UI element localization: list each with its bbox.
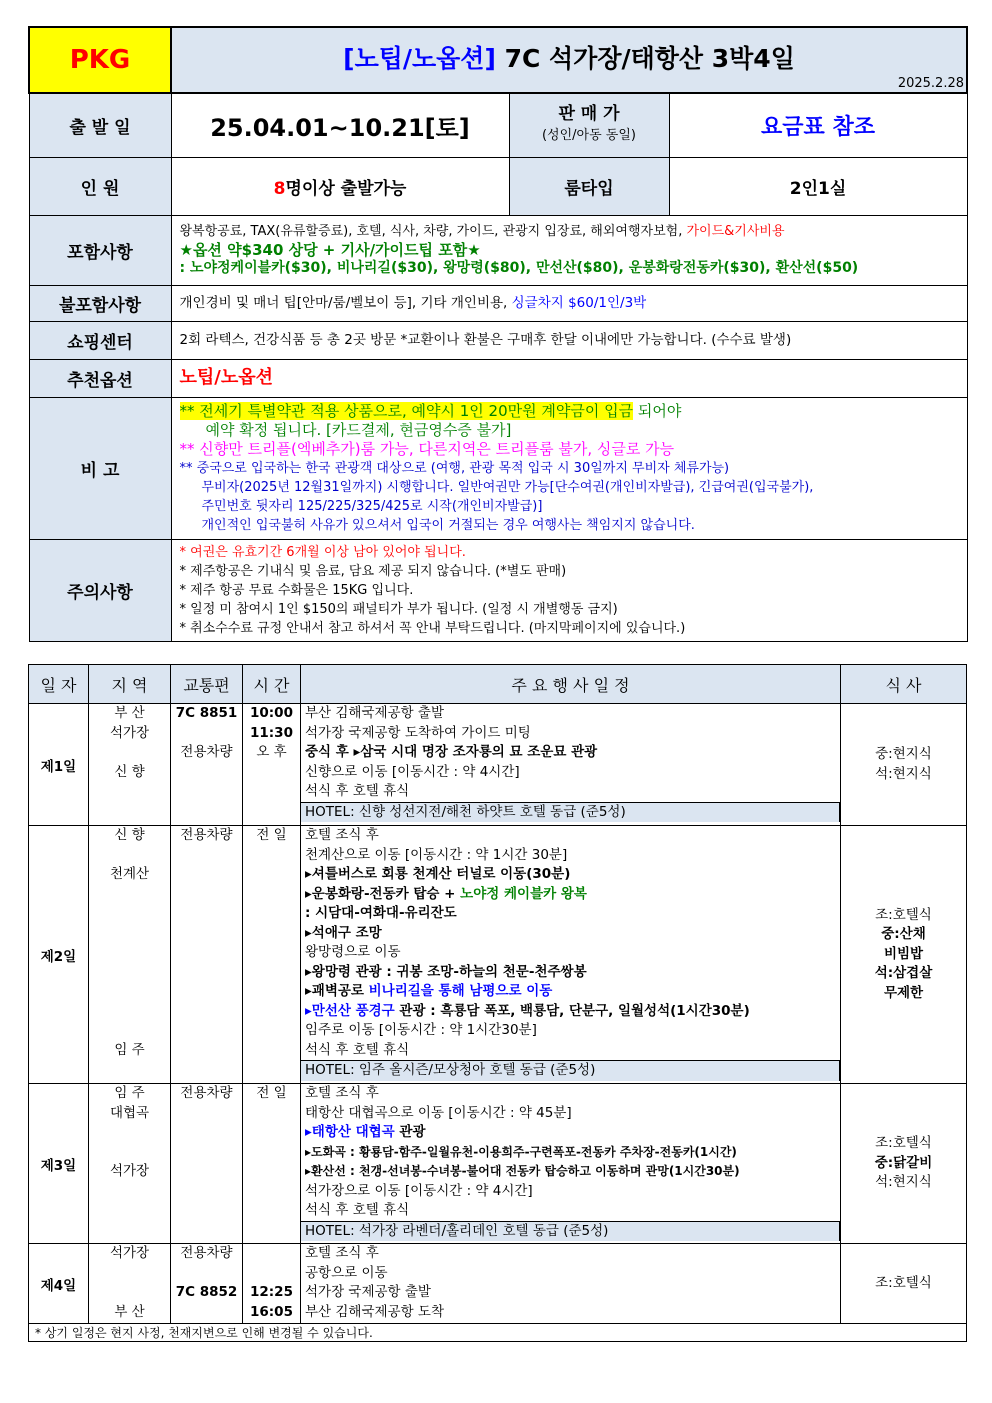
day4-breakfast: 조:호텔식: [875, 1274, 932, 1291]
room-label: 룸타입: [509, 157, 669, 215]
day2-item-3: ▸셔틀버스로 회룡 천계산 터널로 이동(30분): [305, 866, 571, 882]
day1-label: 제1일: [29, 704, 89, 826]
day3-item-5: ▸환산선 : 천갱-선녀봉-수녀봉-불어대 전동카 탑승하고 이동하며 관망(1시간30분): [305, 1164, 740, 1178]
price-label-cell: [509, 93, 669, 157]
document-date: 2025.2.28: [897, 76, 965, 91]
included-line-1: [180, 223, 959, 241]
header-transport: 교통편: [171, 665, 243, 704]
included-items: 왕복항공료, TAX(유류할증료), 호텔, 식사, 차량, 가이드, 관광지 입장료, 해외여행자보험,: [179, 224, 687, 239]
day3-item-7: 석식 후 호텔 휴식: [305, 1202, 410, 1218]
day3-lunch: 중:닭갈비: [874, 1154, 933, 1171]
header-region: 지 역: [89, 665, 171, 704]
day2-hotel: HOTEL: 임주 올시즌/모상청아 호텔 동급 (준5성): [301, 1060, 840, 1081]
day1-region: [89, 704, 171, 826]
price-value: 요금표 참조: [669, 93, 967, 157]
caution-content: [171, 539, 967, 641]
info-table: [28, 26, 968, 642]
day3-item-3: [305, 1123, 840, 1143]
included-line-2: ★옵션 약$340 상당 + 기사/가이드팁 포함★: [179, 241, 481, 259]
day2-label: 제2일: [29, 826, 89, 1084]
day2-item-10a: ▸만선산 풍경구: [305, 1002, 395, 1019]
day2-item-10b: 관광 : 흑룡담 폭포, 백룡담, 단분구, 일월성석(1시간30분): [394, 1002, 750, 1019]
single-charge: 싱글차지 $60/1인/3박: [511, 295, 647, 311]
day2-lunch-2: 비빔밥: [883, 945, 924, 962]
day3-time-1: 전 일: [256, 1085, 287, 1101]
shopping-label: 쇼핑센터: [29, 321, 171, 359]
day1-itinerary: [301, 704, 841, 826]
note-line-3: ** 신향만 트리플(엑베추가)룸 가능, 다른지역은 트리플룸 불가, 싱글로 가능: [179, 439, 675, 458]
day2-region: [89, 826, 171, 1084]
day2-item-4a: ▸운봉화랑-전동카 탑승 +: [305, 885, 461, 902]
day2-item-12: 석식 후 호텔 휴식: [305, 1041, 410, 1058]
notes-content: [171, 397, 967, 539]
day3-itinerary: [301, 1084, 841, 1244]
included-label: 포함사항: [29, 215, 171, 285]
shopping-content: 2회 라텍스, 건강식품 등 총 2곳 방문 *교환이나 환불은 구매후 한달 이내에만 가능합니다. (수수료 발생): [171, 321, 967, 359]
people-label: 인 원: [29, 157, 171, 215]
people-min-number: 8: [273, 178, 286, 199]
day4-flight: 7C 8852: [175, 1284, 238, 1300]
day2-item-11: 임주로 이동 [이동시간 : 약 1시간30분]: [305, 1022, 537, 1038]
day2-itinerary: [301, 826, 841, 1084]
day4-region: [89, 1244, 171, 1324]
day3-item-6: 석가장으로 이동 [이동시간 : 약 4시간]: [305, 1182, 533, 1199]
day2-vehicle: 전용차량: [180, 827, 233, 843]
day4-region-1: 석가장: [109, 1245, 150, 1261]
day2-item-10: [305, 1002, 840, 1022]
caution-line-1: * 여권은 유효기간 6개월 이상 남아 있어야 됩니다.: [179, 544, 466, 560]
price-sub-label: (성인/아동 동일): [541, 128, 636, 144]
title-highlight: [노팁/노옵션]: [343, 44, 496, 73]
note-line-2: 예약 확정 됩니다. [카드결제, 현금영수증 불가]: [205, 420, 512, 439]
day3-region-2: 대협곡: [109, 1104, 150, 1121]
day1-vehicle: 전용차량: [180, 744, 233, 760]
schedule-footnote: * 상기 일정은 현지 사정, 천재지변으로 인해 변경될 수 있습니다.: [29, 1324, 967, 1342]
notes-label: 비 고: [29, 397, 171, 539]
day2-item-9a: ▸괘벽공로: [305, 983, 369, 999]
day1-time-2: 11:30: [250, 724, 293, 741]
caution-line-4: * 일정 미 참여시 1인 $150의 패널티가 부가 됩니다. (일정 시 개별행동 금지): [179, 601, 618, 617]
day1-time-3: 오 후: [256, 744, 287, 760]
day2-breakfast: 조:호텔식: [875, 906, 932, 923]
day4-label: 제4일: [29, 1244, 89, 1324]
footnote-row: [29, 1324, 967, 1342]
title-text: 7C 석가장/태항산 3박4일: [495, 44, 795, 73]
day2-meals: [841, 826, 967, 1084]
day2-item-4: [305, 885, 840, 905]
day1-region-3: [89, 743, 170, 763]
schedule-table: [28, 664, 967, 1342]
note-line-4: ** 중국으로 입국하는 한국 관광객 대상으로 (여행, 관광 목적 입국 시 30일까지 무비자 체류가능): [179, 460, 730, 476]
day1-item-3: 중식 후 ▸삼국 시대 명장 조자룡의 묘 조운묘 관광: [305, 744, 598, 760]
day3-breakfast: 조:호텔식: [875, 1135, 932, 1152]
day2-item-2: 천계산으로 이동 [이동시간 : 약 1시간 30분]: [305, 846, 568, 863]
day4-item-3: 석가장 국제공항 출발: [305, 1284, 431, 1300]
caution-line-2: * 제주항공은 기내식 및 음료, 담요 제공 되지 않습니다. (*별도 판매): [179, 563, 567, 579]
day2-region-1: 신 향: [114, 827, 145, 843]
day3-dinner: 석:현지식: [875, 1174, 932, 1191]
day4-time: [243, 1244, 301, 1324]
caution-label: 주의사항: [29, 539, 171, 641]
day2-item-4b: 노야정 케이블카 왕복: [460, 885, 587, 902]
day2-time: [243, 826, 301, 1084]
day2-dinner-2: 무제한: [883, 984, 924, 1001]
day2-lunch: 중:산채: [881, 926, 926, 943]
day3-meals: [841, 1084, 967, 1244]
room-value: 2인1실: [669, 157, 967, 215]
day4-item-4: 부산 김해국제공항 도착: [305, 1303, 444, 1320]
note-line-6: 주민번호 뒷자리 125/225/325/425로 시작(개인비자발급)]: [201, 498, 543, 514]
day1-item-1: 부산 김해국제공항 출발: [305, 705, 444, 721]
day2-item-6: ▸석애구 조망: [305, 924, 382, 941]
pkg-badge: PKG: [29, 27, 171, 93]
caution-line-3: * 제주 항공 무료 수화물은 15KG 입니다.: [179, 582, 414, 598]
included-line-3: : 노야정케이블카($30), 비나리길($30), 왕망령($80), 만선산($80), 운봉화랑전동카($30), 환산선($50): [179, 260, 859, 276]
day1-time-1: 10:00: [250, 705, 293, 721]
day3-vehicle: 전용차량: [180, 1085, 233, 1101]
day4-time-1: 12:25: [250, 1284, 293, 1300]
day1-lunch: 중:현지식: [875, 746, 932, 762]
excluded-label: 불포함사항: [29, 285, 171, 321]
option-label: 추천옵션: [29, 359, 171, 397]
note-line-1: [180, 402, 959, 421]
header-time: 시 간: [243, 665, 301, 704]
day3-region: [89, 1084, 171, 1244]
title-cell: [171, 27, 967, 93]
day3-item-2: 태항산 대협곡으로 이동 [이동시간 : 약 45분]: [305, 1104, 572, 1121]
day4-itinerary: [301, 1244, 841, 1324]
day2-item-9b: 비나리길을 통해 남평으로 이동: [368, 983, 553, 999]
day3-label: 제3일: [29, 1084, 89, 1244]
day4-meals: [841, 1244, 967, 1324]
day3-hotel: HOTEL: 석가장 라벤더/홀리데인 호텔 동급 (준5성): [301, 1221, 840, 1242]
day2-item-8: ▸왕망령 관광 : 귀봉 조망-하늘의 천문-천주쌍봉: [305, 963, 587, 980]
day4-time-2: 16:05: [250, 1303, 293, 1320]
header-meals: 식 사: [841, 665, 967, 704]
note-line-5: 무비자(2025년 12월31일까지) 시행합니다. 일반여권만 가능[단수여권(개인비자발급), 긴급여권(입국불가),: [201, 479, 814, 495]
day4-transport: [171, 1244, 243, 1324]
day2-item-7: 왕망령으로 이동: [305, 944, 401, 960]
day3-time: [243, 1084, 301, 1244]
day1-row: [29, 704, 967, 826]
day1-transport-2: [171, 724, 242, 744]
day2-region-2: 천계산: [109, 866, 150, 882]
day2-row: [29, 826, 967, 1084]
departure-value: 25.04.01~10.21[토]: [171, 93, 509, 157]
day1-meals: [841, 704, 967, 826]
day2-item-9: [305, 982, 840, 1002]
included-content: [171, 215, 967, 285]
day1-dinner: 석:현지식: [875, 765, 932, 782]
day1-flight: 7C 8851: [175, 705, 238, 721]
day2-region-3: 임 주: [114, 1041, 145, 1058]
included-guide-fee: 가이드&기사비용: [686, 224, 785, 239]
day4-row: [29, 1244, 967, 1324]
header-day: 일 자: [29, 665, 89, 704]
departure-label: 출 발 일: [29, 93, 171, 157]
day4-item-1: 호텔 조식 후: [305, 1245, 379, 1261]
people-text: 명이상 출발가능: [285, 178, 407, 199]
excluded-content: [171, 285, 967, 321]
caution-line-5: * 취소수수료 규정 안내서 참고 하셔서 꼭 안내 부탁드립니다. (마지막페이지에 있습니다.): [179, 620, 686, 636]
day1-transport: [171, 704, 243, 826]
day1-item-5: 석식 후 호텔 휴식: [305, 783, 410, 799]
day1-time: [243, 704, 301, 826]
note-line-7: 개인적인 입국불허 사유가 있으셔서 입국이 거절되는 경우 여행사는 책임지지 않습니다.: [201, 517, 695, 533]
day1-item-4: 신향으로 이동 [이동시간 : 약 4시간]: [305, 763, 520, 780]
day2-transport: [171, 826, 243, 1084]
day3-row: [29, 1084, 967, 1244]
day4-item-2: 공항으로 이동: [305, 1264, 388, 1281]
day4-region-2: 부 산: [114, 1303, 145, 1320]
day3-transport: [171, 1084, 243, 1244]
day1-region-4: 신 향: [114, 763, 145, 780]
note-deposit-highlight: ** 전세기 특별약관 적용 상품으로, 예약시 1인 20만원 계약금이 입금: [179, 401, 634, 420]
day4-vehicle: 전용차량: [180, 1245, 233, 1261]
day2-time-1: 전 일: [256, 827, 287, 843]
day1-region-2: 석가장: [109, 724, 150, 741]
day3-item-3a: ▸태항산 대협곡: [305, 1124, 395, 1140]
day3-region-1: 임 주: [114, 1085, 145, 1101]
day1-hotel: HOTEL: 신향 성선지전/해천 하얏트 호텔 동급 (준5성): [301, 802, 840, 823]
price-label: 판 매 가: [558, 104, 620, 125]
note-deposit-rest: 되어야: [633, 401, 682, 420]
page-title: [172, 39, 966, 81]
excluded-text: 개인경비 및 매너 팁[안마/룸/벨보이 등], 기타 개인비용,: [179, 295, 512, 311]
day3-item-3b: 관광: [394, 1124, 426, 1140]
day3-region-3: 석가장: [109, 1163, 150, 1179]
day2-item-5: : 시담대-여화대-유리잔도: [305, 905, 457, 921]
day2-dinner: 석:삼겹살: [874, 965, 933, 982]
day1-region-1: 부 산: [114, 705, 145, 721]
day1-item-2: 석가장 국제공항 도착하여 가이드 미팅: [305, 724, 531, 741]
day3-item-4: ▸도화곡 : 황룡담-함주-일월유천-이용희주-구련폭포-전동카 주차장-전동카(1시간): [305, 1144, 737, 1159]
option-value: 노팁/노옵션: [171, 359, 967, 397]
header-itinerary: 주 요 행 사 일 정: [301, 665, 841, 704]
people-value: [171, 157, 509, 215]
day2-item-1: 호텔 조식 후: [305, 827, 379, 843]
schedule-header-row: [29, 665, 967, 704]
day3-item-1: 호텔 조식 후: [305, 1085, 379, 1101]
